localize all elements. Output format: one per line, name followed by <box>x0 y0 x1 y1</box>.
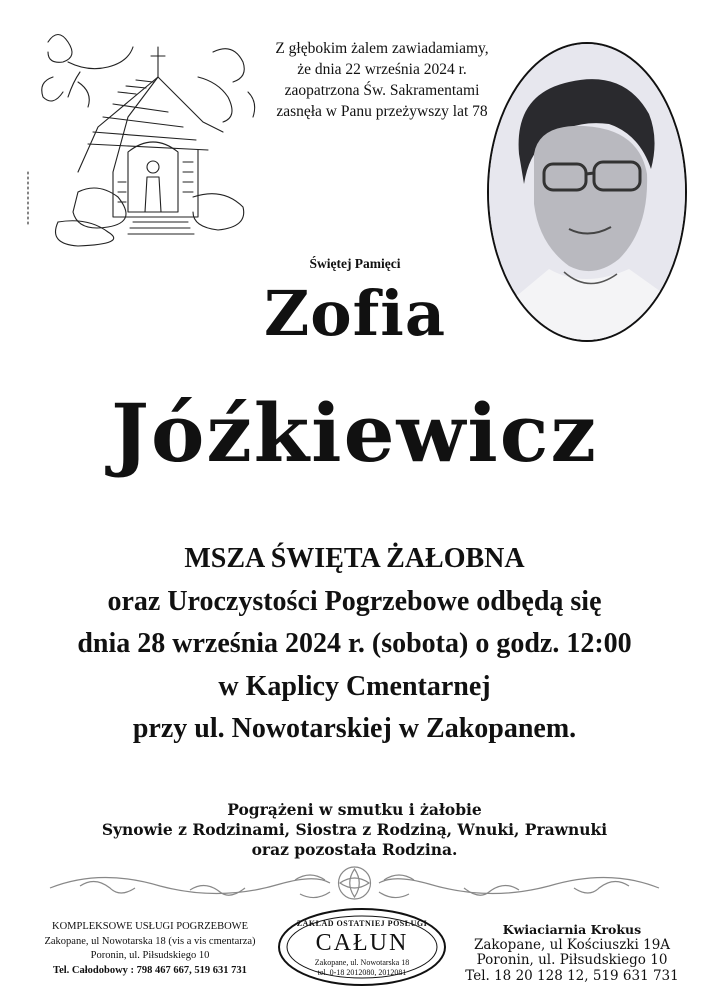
mass-line: dnia 28 września 2024 r. (sobota) o godz. 12:00 <box>77 628 632 659</box>
announcement-line: zaopatrzona Św. Sakramentami <box>284 82 480 99</box>
floral-ornament-icon <box>40 858 669 908</box>
florist-address: Zakopane, ul Kościuszki 19A <box>473 936 671 953</box>
memory-label: Świętej Pamięci <box>309 256 401 271</box>
mourners-line: Synowie z Rodzinami, Siostra z Rodziną, Wnuki, Prawnuki <box>101 820 608 839</box>
mass-line: w Kaplicy Cmentarnej <box>218 670 491 702</box>
announcement-text <box>262 38 502 122</box>
mourners-line: Pogrążeni w smutku i żałobie <box>227 800 482 819</box>
florist-contact <box>447 922 697 984</box>
deceased-first-name: Zofia <box>263 277 446 350</box>
announcement-line: że dnia 22 września 2024 r. <box>297 61 467 78</box>
logo-brand: CAŁUN <box>315 930 409 956</box>
deceased-last-name: Jóźkiewicz <box>111 386 598 480</box>
mass-line: przy ul. Nowotarskiej w Zakopanem. <box>132 713 577 744</box>
chapel-sketch-icon <box>18 22 268 252</box>
logo-address: Zakopane, ul. Nowotarska 18 <box>314 958 410 967</box>
florist-phone: Tel. 18 20 128 12, 519 631 731 <box>465 967 679 984</box>
florist-address: Poronin, ul. Piłsudskiego 10 <box>476 952 668 968</box>
announcement-line: Z głębokim żalem zawiadamiamy, <box>275 40 489 57</box>
florist-title: Kwiaciarnia Krokus <box>502 922 642 937</box>
services-phone: Tel. Całodobowy : 798 467 667, 519 631 731 <box>53 964 247 976</box>
announcement-line: zasnęła w Panu przeżywszy lat 78 <box>276 103 488 120</box>
logo-top-text: ZAKŁAD OSTATNIEJ POSŁUGI <box>296 919 428 928</box>
services-address: Zakopane, ul Nowotarska 18 (vis a vis cmentarza) <box>44 935 256 947</box>
portrait-photo <box>487 42 687 342</box>
calun-logo <box>276 906 448 988</box>
funeral-services-contact <box>14 920 286 978</box>
mass-line: oraz Uroczystości Pogrzebowe odbędą się <box>107 585 602 617</box>
mass-info <box>20 538 689 751</box>
mourners-text <box>20 800 689 860</box>
mourners-line: oraz pozostała Rodzina. <box>251 840 458 859</box>
mass-title: MSZA ŚWIĘTA ŻAŁOBNA <box>184 543 525 574</box>
services-title: KOMPLEKSOWE USŁUGI POGRZEBOWE <box>52 921 248 932</box>
services-address: Poronin, ul. Piłsudskiego 10 <box>90 950 210 961</box>
logo-tel: tel. 0-18 2012080, 2012081 <box>317 968 407 977</box>
